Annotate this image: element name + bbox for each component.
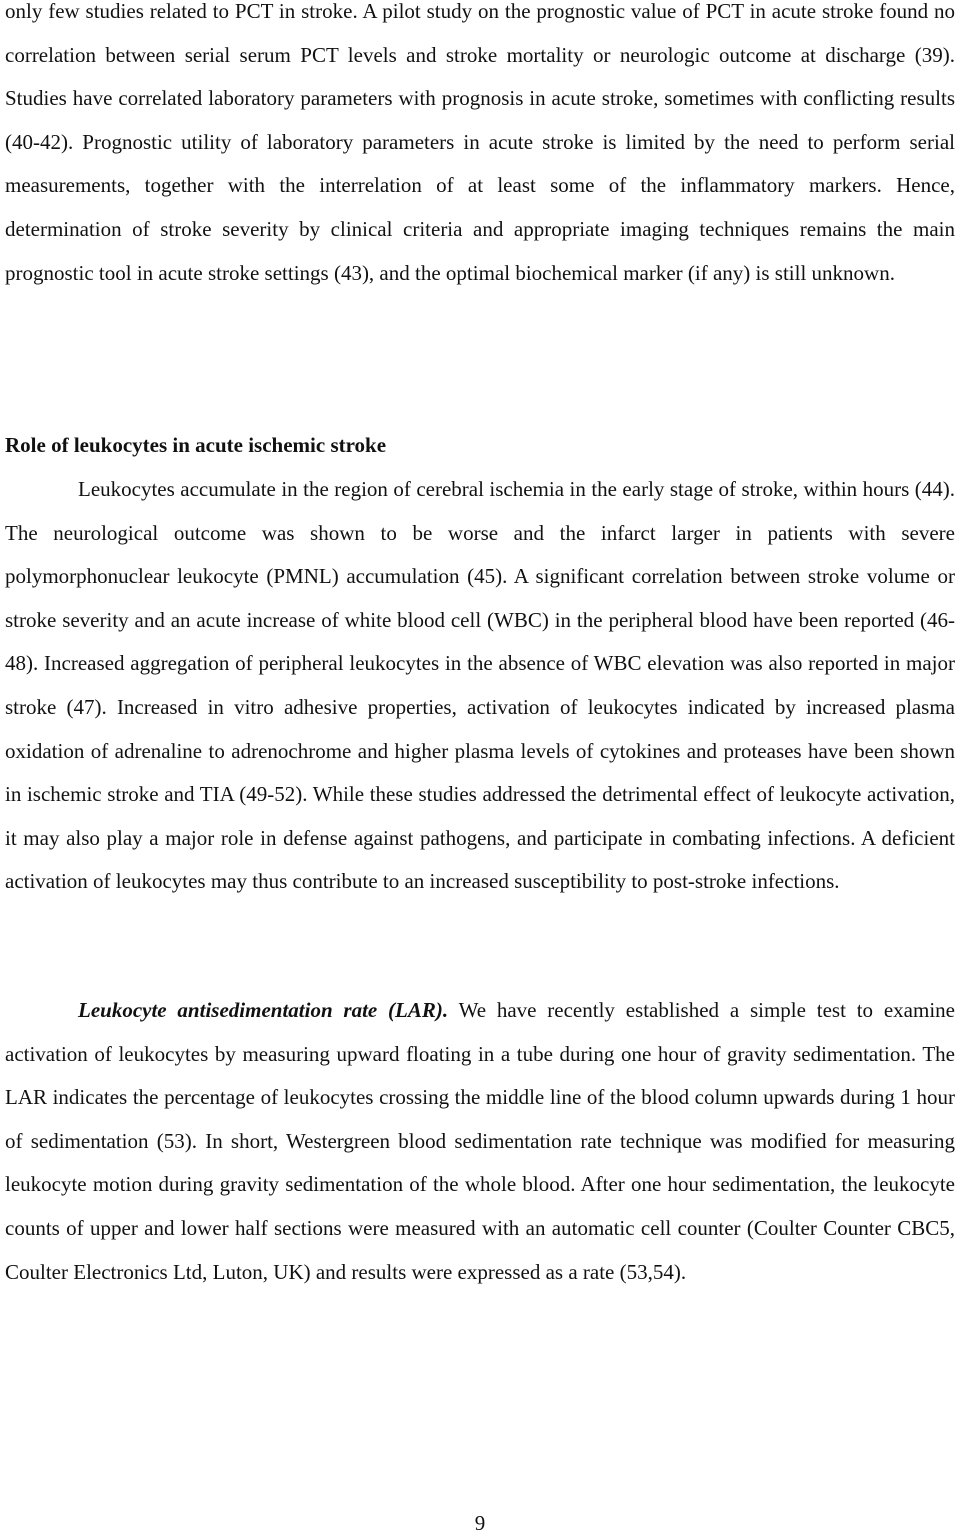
body-paragraph-lar: [5, 989, 955, 1294]
section-heading: Role of leukocytes in acute ischemic stroke: [5, 433, 387, 457]
lar-body-text: We have recently established a simple test to examine activation of leukocytes by measuring upward floating in a tube during one hour of gravity sedimentation. The LAR indicates the percentage of leukocytes crossing the middle line of the blood column upwards during 1 hour of sedimentation (53). In short, Westergreen blood sedimentation rate technique was modified for measuring leukocyte motion during gravity sedimentation of the whole blood. After one hour sedimentation, the leukocyte counts of upper and lower half sections were measured with an automatic cell counter (Coulter Counter CBC5, Coulter Electronics Ltd, Luton, UK) and results were expressed as a rate (53,54).: [5, 998, 955, 1284]
body-paragraph-pct: only few studies related to PCT in stroke. A pilot study on the prognostic value of PCT in acute stroke found no correlation between serial serum PCT levels and stroke mortality or neurologic outcome at discharge (39). Studies have correlated laboratory parameters with prognosis in acute stroke, sometimes with conflicting results (40-42). Prognostic utility of laboratory parameters in acute stroke is limited by the need to perform serial measurements, together with the interrelation of at least some of the inflammatory markers. Hence, determination of stroke severity by clinical criteria and appropriate imaging techniques remains the main prognostic tool in acute stroke settings (43), and the optimal biochemical marker (if any) is still unknown.: [5, 0, 955, 285]
lar-lead-in: Leukocyte antisedimentation rate (LAR).: [78, 998, 449, 1022]
body-paragraph-leukocytes: Leukocytes accumulate in the region of cerebral ischemia in the early stage of stroke, within hours (44). The neurological outcome was shown to be worse and the infarct larger in patients with severe polymorphonuclear leukocyte (PMNL) accumulation (45). A significant correlation between stroke volume or stroke severity and an acute increase of white blood cell (WBC) in the peripheral blood have been reported (46-48). Increased aggregation of peripheral leukocytes in the absence of WBC elevation was also reported in major stroke (47). Increased in vitro adhesive properties, activation of leukocytes indicated by increased plasma oxidation of adrenaline to adrenochrome and higher plasma levels of cytokines and proteases have been shown in ischemic stroke and TIA (49-52). While these studies addressed the detrimental effect of leukocyte activation, it may also play a major role in defense against pathogens, and participate in combating infections. A deficient activation of leukocytes may thus contribute to an increased susceptibility to post-stroke infections.: [5, 477, 955, 894]
page-number: 9: [474, 1511, 486, 1535]
